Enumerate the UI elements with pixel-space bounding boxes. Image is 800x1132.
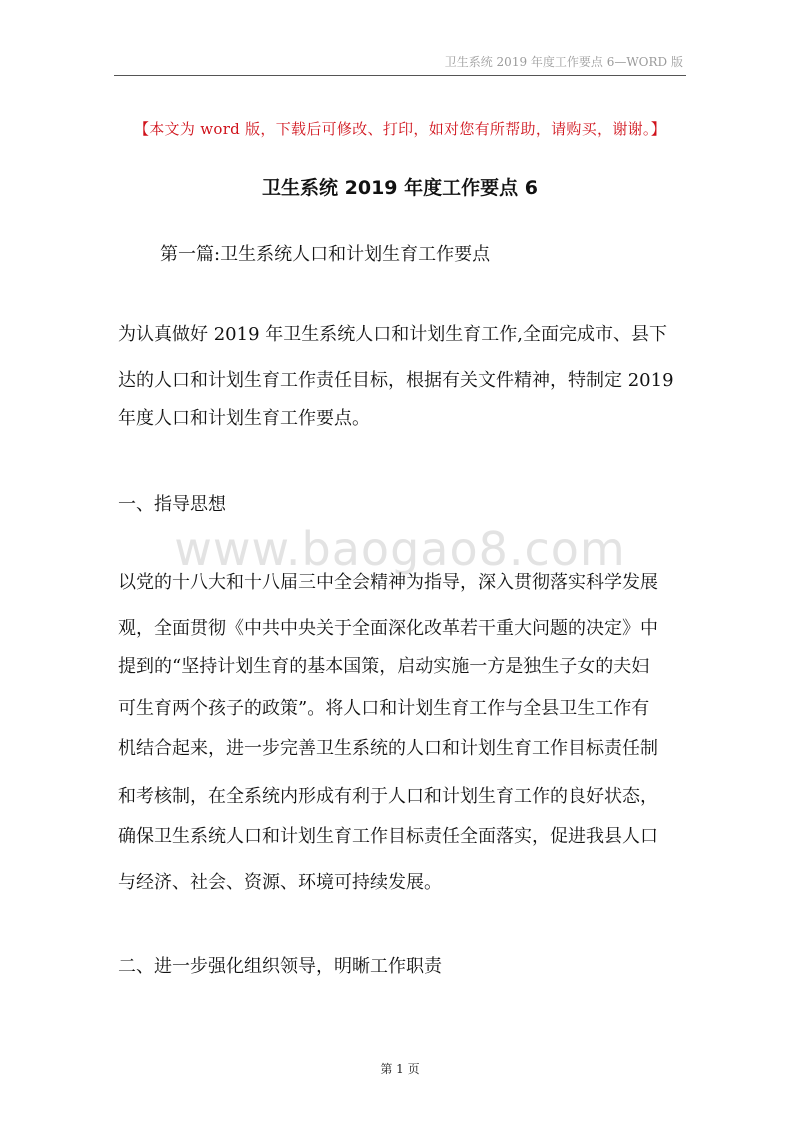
body-line: 可生育两个孩子的政策”。将人口和计划生育工作与全县卫生工作有 <box>118 698 650 719</box>
header-divider <box>114 75 686 76</box>
watermark: www.baogao8.com <box>174 522 626 576</box>
body-line: 观，全面贯彻《中共中央关于全面深化改革若干重大问题的决定》中 <box>118 618 658 639</box>
body-line: 机结合起来，进一步完善卫生系统的人口和计划生育工作目标责任制 <box>118 738 658 759</box>
intro-line: 达的人口和计划生育工作责任目标，根据有关文件精神，特制定 2019 <box>118 370 674 391</box>
intro-line: 为认真做好 2019 年卫生系统人口和计划生育工作,全面完成市、县下 <box>118 324 667 345</box>
body-line: 与经济、社会、资源、环境可持续发展。 <box>118 872 442 893</box>
section-heading-2: 二、进一步强化组织领导，明晰工作职责 <box>118 956 442 977</box>
body-line: 提到的“坚持计划生育的基本国策，启动实施一方是独生子女的夫妇 <box>118 656 650 677</box>
running-header: 卫生系统 2019 年度工作要点 6—WORD 版 <box>444 55 683 69</box>
body-line: 和考核制，在全系统内形成有利于人口和计划生育工作的良好状态， <box>118 786 658 807</box>
body-line: 以党的十八大和十八届三中全会精神为指导，深入贯彻落实科学发展 <box>118 572 658 593</box>
page-number: 第 1 页 <box>380 1062 420 1076</box>
document-title: 卫生系统 2019 年度工作要点 6 <box>262 177 538 199</box>
body-line: 确保卫生系统人口和计划生育工作目标责任全面落实，促进我县人口 <box>118 826 658 847</box>
purchase-notice: 【本文为 word 版，下载后可修改、打印，如对您有所帮助，请购买，谢谢。】 <box>133 120 667 138</box>
intro-line: 年度人口和计划生育工作要点。 <box>118 408 370 429</box>
section-heading-1: 一、指导思想 <box>118 494 226 515</box>
subtitle: 第一篇:卫生系统人口和计划生育工作要点 <box>160 244 491 265</box>
